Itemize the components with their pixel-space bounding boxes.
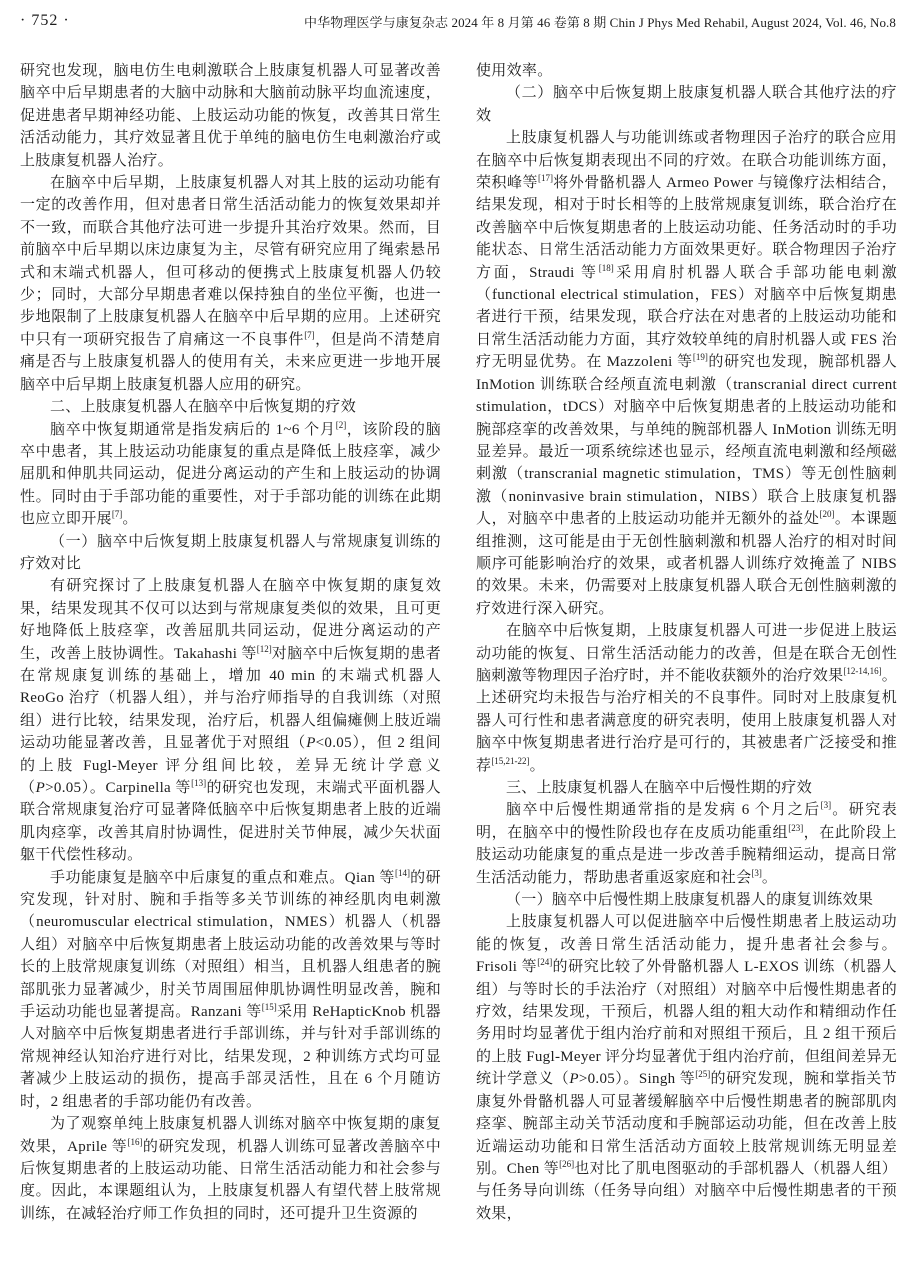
text-run: >0.05）。Singh 等 [578, 1071, 696, 1088]
text-run: （一）脑卒中后恢复期上肢康复机器人与常规康复训练的疗效对比 [20, 533, 441, 572]
text-run: 有研究探讨了上肢康复机器人在脑卒中恢复期的康复效果，结果发现其不仅可以达到与常规康复类似的效果，且可更好地降低上肢痉挛，改善屈肌共同运动，促进分离运动的产生，改善上肢协调性。Takahashi 等 [20, 578, 441, 662]
citation-ref: [20] [819, 509, 835, 520]
text-run: 二、上肢康复机器人在脑卒中后恢复期的疗效 [50, 399, 357, 416]
section-heading [476, 777, 897, 799]
citation-ref: [18] [598, 262, 614, 273]
text-run: ，在此阶段上肢运动功能康复的重点是进一步改善手腕精细运动，提高日常生活活动能力，帮助患者重返家庭和社会 [476, 824, 897, 886]
text-run: 采用 ReHapticKnob 机器人对脑卒中后恢复期患者进行手部训练，并与针对手部训练的常规神经认知治疗进行对比，结果发现，2 种训练方式均可显著减少上肢运动的损伤，提高手部灵活性，且在 6 个月随访时，2 组患者的手部功能仍有改善。 [20, 1004, 441, 1110]
paragraph [476, 620, 897, 777]
text-run: 将外骨骼机器人 Armeo Power 与镜像疗法相结合，结果发现，相对于时长相等的上肢常规康复训练，联合治疗在改善脑卒中后恢复期患者的上肢运动功能、任务活动时的手功能状态、日常生活活动能力方面效果更好。联合物理因子治疗方面，Straudi 等 [476, 175, 897, 281]
text-run: 的研究发现，腕和掌指关节康复外骨骼机器人可显著缓解脑卒中后慢性期患者的腕部肌肉痉挛、腕部主动关节活动度和手腕部运动功能，但在改善上肢近端运动功能和日常生活活动方面较上肢常规训练无明显差别。Chen 等 [476, 1071, 897, 1177]
text-run: <0.05），但 2 组间的上肢 Fugl-Meyer 评分组间比较，差异无统计学意义（ [20, 735, 441, 796]
section-heading [20, 531, 441, 576]
text-run: 脑卒中后慢性期通常指的是发病 6 个月之后 [506, 802, 821, 819]
citation-ref: [16] [127, 1136, 143, 1147]
text-run: 采用肩肘机器人联合手部功能电刺激（functional electrical stimulation，FES）对脑卒中后恢复期患者进行干预，结果发现，联合疗法在对患者的上肢运动功能和日常生活活动能力方面，其疗效较单纯的肩肘机器人或 FES 治疗无明显优势。在 Mazzoleni 等 [476, 264, 897, 371]
paragraph [476, 799, 897, 889]
citation-ref: [25] [695, 1069, 711, 1080]
text-run: （二）脑卒中后恢复期上肢康复机器人联合其他疗法的疗效 [476, 85, 897, 124]
text-run: 的研究也发现，腕部机器人 InMotion 训练联合经颅直流电刺激（transcranial direct current stimulation，tDCS）对脑卒中后恢复期患者的上肢运动功能和腕部痉挛的改善效果，与单纯的腕部机器人 InMotion 训练无明显差异。最近一项系统综述也显示，经颅直流电刺激和经颅磁刺激（transcranial magnetic stimulation，TMS）等无创性脑刺激（noninvasive brain stimulation，NIBS）联合上肢康复机器人，对脑卒中患者的上肢运动功能并无额外的益处 [476, 354, 897, 528]
text-run: 在脑卒中后早期，上肢康复机器人对其上肢的运动功能有一定的改善作用，但对患者日常生活活动能力的恢复效果却并不一致，而联合其他疗法可进一步提升其治疗效果。然而，目前脑卒中后早期以床边康复为主，尽管有研究应用了绳索悬吊式和末端式机器人，但可移动的便携式上肢康复机器人仍较少；同时，大部分早期患者难以保持独自的坐位平衡，也进一步地限制了上肢康复机器人在脑卒中后早期的应用。上述研究中只有一项研究报告了肩痛这一不良事件 [20, 175, 441, 348]
continued-paragraph [20, 60, 441, 172]
paragraph [20, 575, 441, 866]
citation-ref: [15] [261, 1002, 277, 1013]
text-run: >0.05）。Carpinella 等 [45, 780, 192, 796]
paragraph [476, 127, 897, 620]
citation-ref: [13] [191, 778, 207, 788]
text-run: 上肢康复机器人可以促进脑卒中后慢性期患者上肢运动功能的恢复，改善日常生活活动能力，提升患者社会参与。Frisoli 等 [476, 914, 897, 976]
citation-ref: [3] [751, 867, 762, 878]
text-run: （一）脑卒中后慢性期上肢康复机器人的康复训练效果 [506, 892, 874, 909]
citation-ref: [12] [256, 643, 272, 654]
paragraph [20, 419, 441, 531]
section-heading [476, 889, 897, 911]
citation-ref: [3] [820, 800, 832, 811]
text-run: ，该阶段的脑卒中患者，其上肢运动功能康复的重点是降低上肢痉挛，减少屈肌和伸肌共同运动，促进分离运动的产生和上肢运动的协调性。同时由于手部功能的重要性，对于手部功能的训练在此期也应立即开展 [20, 421, 441, 528]
text-run: 。研究表明，在脑卒中的慢性阶段也存在皮质功能重组 [476, 802, 897, 841]
section-heading [20, 396, 441, 418]
left-text-column [20, 60, 441, 1272]
right-text-column [476, 60, 897, 1272]
text-run: 手功能康复是脑卒中后康复的重点和难点。Qian 等 [50, 869, 395, 886]
text-run: ，但是尚不清楚肩痛是否与上肢康复机器人的使用有关，未来应更进一步地开展脑卒中后早期上肢康复机器人应用的研究。 [20, 331, 441, 393]
citation-ref: [15,21-22] [491, 755, 530, 766]
paragraph [20, 867, 441, 1113]
text-run: 三、上肢康复机器人在脑卒中后慢性期的疗效 [506, 780, 813, 796]
journal-citation: 中华物理医学与康复杂志 2024 年 8 月第 46 卷第 8 期 Chin J Phys Med Rehabil, August 2024, Vol. 46, No.8 [304, 14, 896, 30]
text-run: 。 [529, 757, 545, 774]
citation-ref: [24] [537, 957, 553, 968]
text-run: 。 [761, 869, 778, 886]
italic-symbol: P [306, 735, 316, 752]
text-run: 为了观察单纯上肢康复机器人训练对脑卒中恢复期的康复效果，Aprile 等 [20, 1116, 441, 1155]
text-run: 。 [122, 511, 138, 528]
paragraph [20, 172, 441, 396]
text-run: 的研究也发现，末端式平面机器人联合常规康复治疗可显著降低脑卒中后恢复期患者上肢的近端肌肉痉挛，改善其肩肘协调性，促进肘关节伸展，减少矢状面躯干代偿性移动。 [20, 780, 441, 864]
text-run: 使用效率。 [476, 63, 553, 79]
citation-ref: [23] [788, 822, 804, 833]
citation-ref: [14] [394, 867, 410, 878]
text-run: 也对比了肌电图驱动的手部机器人（机器人组）与任务导向训练（任务导向组）对脑卒中后慢性期患者的干预效果， [476, 1160, 897, 1222]
text-run: 上肢康复机器人与功能训练或者物理因子治疗的联合应用在脑卒中后恢复期表现出不同的疗效。在联合功能训练方面，荣积峰等 [476, 130, 897, 192]
italic-symbol: P [35, 780, 46, 796]
citation-ref: [7] [111, 509, 123, 520]
paragraph [20, 1113, 441, 1225]
section-heading [476, 82, 897, 127]
citation-ref: [19] [692, 352, 708, 363]
text-run: 脑卒中恢复期通常是指发病后的 1~6 个月 [50, 421, 336, 438]
text-run: 。本课题组推测，这可能是由于无创性脑刺激和机器人治疗的相对时间顺序可能影响治疗的效果，或者机器人训练疗效掩盖了 NIBS 的效果。未来，仍需要对上肢康复机器人联合无创性脑刺激的疗效进行深入研究。 [476, 511, 897, 617]
text-run: 在脑卒中后恢复期，上肢康复机器人可进一步促进上肢运动功能的恢复、日常生活活动能力的改善，但是在联合无创性脑刺激等物理因子治疗时，并不能收获额外的治疗效果 [476, 623, 897, 684]
citation-ref: [12-14,16] [843, 665, 882, 676]
text-run: 的研究比较了外骨骼机器人 L-EXOS 训练（机器人组）与等时长的手法治疗（对照组）对脑卒中后慢性期患者的疗效，结果发现，干预后，机器人组的粗大动作和精细动作任务用时均显著优于组内治疗前和对照组干预后，且 2 组干预后的上肢 Fugl-Meyer 评分均显著优于组内治疗前，但组间差异无统计学意义（ [476, 959, 897, 1088]
continued-paragraph [476, 60, 897, 82]
citation-ref: [26] [559, 1158, 575, 1169]
text-run: 对脑卒中后恢复期的患者在常规康复训练的基础上，增加 40 min 的末端式机器人 ReoGo 治疗（机器人组），并与治疗师指导的自我训练（对照组）进行比较，结果发现，治疗后，机器人组偏瘫侧上肢近端运动功能显著改善，且显著优于对照组（ [20, 645, 441, 752]
text-run: 研究也发现，脑电仿生电刺激联合上肢康复机器人可显著改善脑卒中后早期患者的大脑中动脉和大脑前动脉平均血流速度，促进患者早期神经功能、上肢运动功能的恢复，改善其日常生活活动能力，其疗效显著且优于单纯的脑电仿生电刺激治疗或上肢康复机器人治疗。 [20, 63, 441, 169]
text-run: 的研究发现，机器人训练可显著改善脑卒中后恢复期患者的上肢运动功能、日常生活活动能力和社会参与度。因此，本课题组认为，上肢康复机器人有望代替上肢常规训练，在减轻治疗师工作负担的同时，还可提升卫生资源的 [20, 1138, 441, 1222]
paragraph [476, 911, 897, 1225]
page-number: · 752 · [20, 12, 70, 29]
citation-ref: [17] [538, 173, 554, 184]
text-run: 的研究发现，针对肘、腕和手指等多关节训练的神经肌肉电刺激（neuromuscular electrical stimulation，NMES）机器人（机器人组）对脑卒中后恢复期患者上肢运动功能的改善效果与等时长的上肢常规康复训练（对照组）相当，且机器人组患者的腕部肌张力显著减少，肘关节周围屈伸肌协调性明显改善，腕和手运动功能也显著提高。Ranzani 等 [20, 869, 441, 1021]
italic-symbol: P [569, 1071, 579, 1088]
text-run: 。上述研究均未报告与治疗相关的不良事件。同时对上肢康复机器人可行性和患者满意度的研究表明，使用上肢康复机器人对脑卒中恢复期患者进行治疗是可行的，其被患者广泛接受和推荐 [476, 667, 897, 774]
citation-ref: [2] [335, 419, 347, 430]
citation-ref: [7] [304, 329, 315, 340]
running-header [20, 9, 896, 33]
